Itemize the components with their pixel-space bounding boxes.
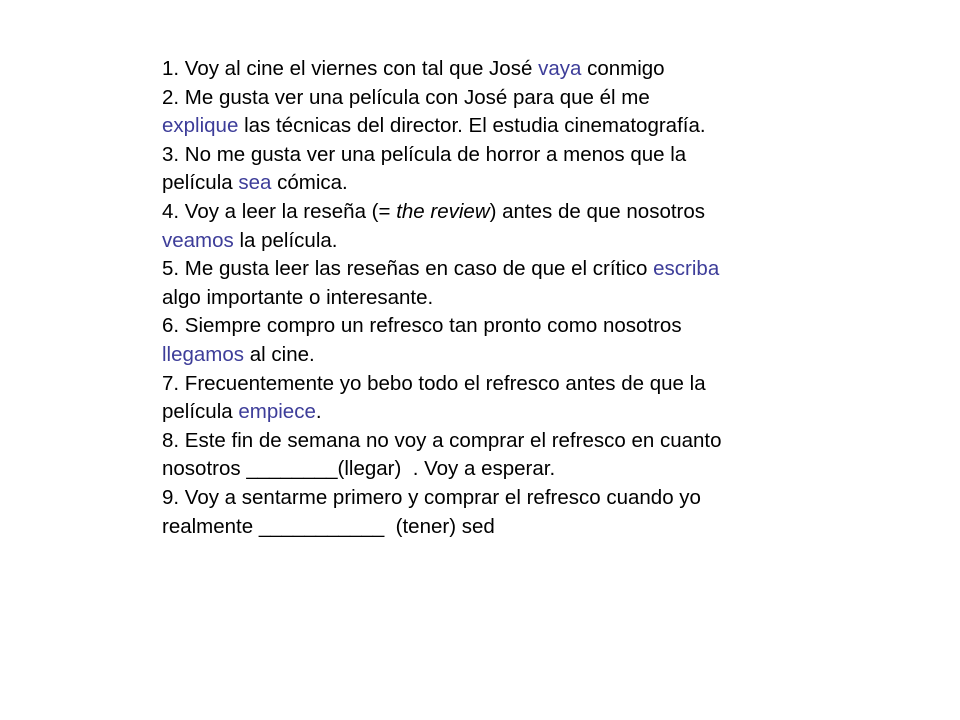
- line: [162, 227, 842, 256]
- text-after: las técnicas del director. El estudia cinematografía.: [238, 114, 706, 138]
- line: [162, 141, 842, 170]
- list-item-9: [162, 484, 842, 541]
- line: [162, 398, 842, 427]
- text-before: nosotros ________(llegar) . Voy a esperar.: [162, 457, 556, 481]
- text-after: .: [315, 400, 322, 424]
- line: [162, 484, 842, 513]
- list-item-7: [162, 370, 842, 427]
- line: [162, 312, 842, 341]
- text-before: película: [162, 171, 239, 195]
- text-before: 4. Voy a leer la reseña (=: [162, 199, 397, 223]
- indicative-verb: llegamos: [162, 342, 245, 366]
- line: [162, 427, 842, 456]
- line: [162, 284, 842, 313]
- text-before: 8. Este fin de semana no voy a comprar el refresco en cuanto: [162, 428, 722, 452]
- text-after: al cine.: [244, 342, 315, 366]
- text-after: ) antes de que nosotros: [489, 199, 706, 223]
- text-before: 5. Me gusta leer las reseñas en caso de que el crítico: [162, 257, 654, 281]
- text-before: 9. Voy a sentarme primero y comprar el refresco cuando yo: [162, 485, 701, 509]
- text-before: algo importante o interesante.: [162, 285, 434, 309]
- subjunctive-verb: vaya: [538, 57, 582, 80]
- fill-in-blank-line: [162, 455, 842, 484]
- text-before: 1. Voy al cine el viernes con tal que José: [162, 57, 539, 80]
- line: [162, 169, 842, 198]
- text-before: película: [162, 400, 239, 424]
- exercise-text-block: [162, 55, 842, 541]
- subjunctive-verb: sea: [238, 171, 272, 195]
- text-before: 2. Me gusta ver una película con José para que él me: [162, 85, 650, 109]
- text-before: realmente ___________ (tener) sed: [162, 514, 495, 538]
- list-item-5: [162, 255, 842, 312]
- line: [162, 55, 842, 84]
- list-item-3: [162, 141, 842, 198]
- list-item-2: [162, 84, 842, 141]
- line: [162, 112, 842, 141]
- list-item-6: [162, 312, 842, 369]
- list-item-1: [162, 55, 842, 84]
- text-after: cómica.: [271, 171, 348, 195]
- line: [162, 84, 842, 113]
- subjunctive-verb: explique: [162, 114, 239, 138]
- subjunctive-verb: veamos: [162, 228, 234, 252]
- line: [162, 255, 842, 284]
- text-after: la película.: [233, 228, 338, 252]
- list-item-4: [162, 198, 842, 255]
- line: [162, 198, 842, 227]
- subjunctive-verb: escriba: [653, 257, 720, 281]
- line: [162, 341, 842, 370]
- text-before: 3. No me gusta ver una película de horror a menos que la: [162, 142, 687, 166]
- fill-in-blank-line: [162, 513, 842, 542]
- list-item-8: [162, 427, 842, 484]
- text-before: 6. Siempre compro un refresco tan pronto como nosotros: [162, 314, 682, 338]
- text-after: conmigo: [581, 57, 665, 80]
- subjunctive-verb: empiece: [238, 400, 316, 424]
- line: [162, 370, 842, 399]
- text-before: 7. Frecuentemente yo bebo todo el refresco antes de que la: [162, 371, 706, 395]
- english-gloss: the review: [396, 199, 490, 223]
